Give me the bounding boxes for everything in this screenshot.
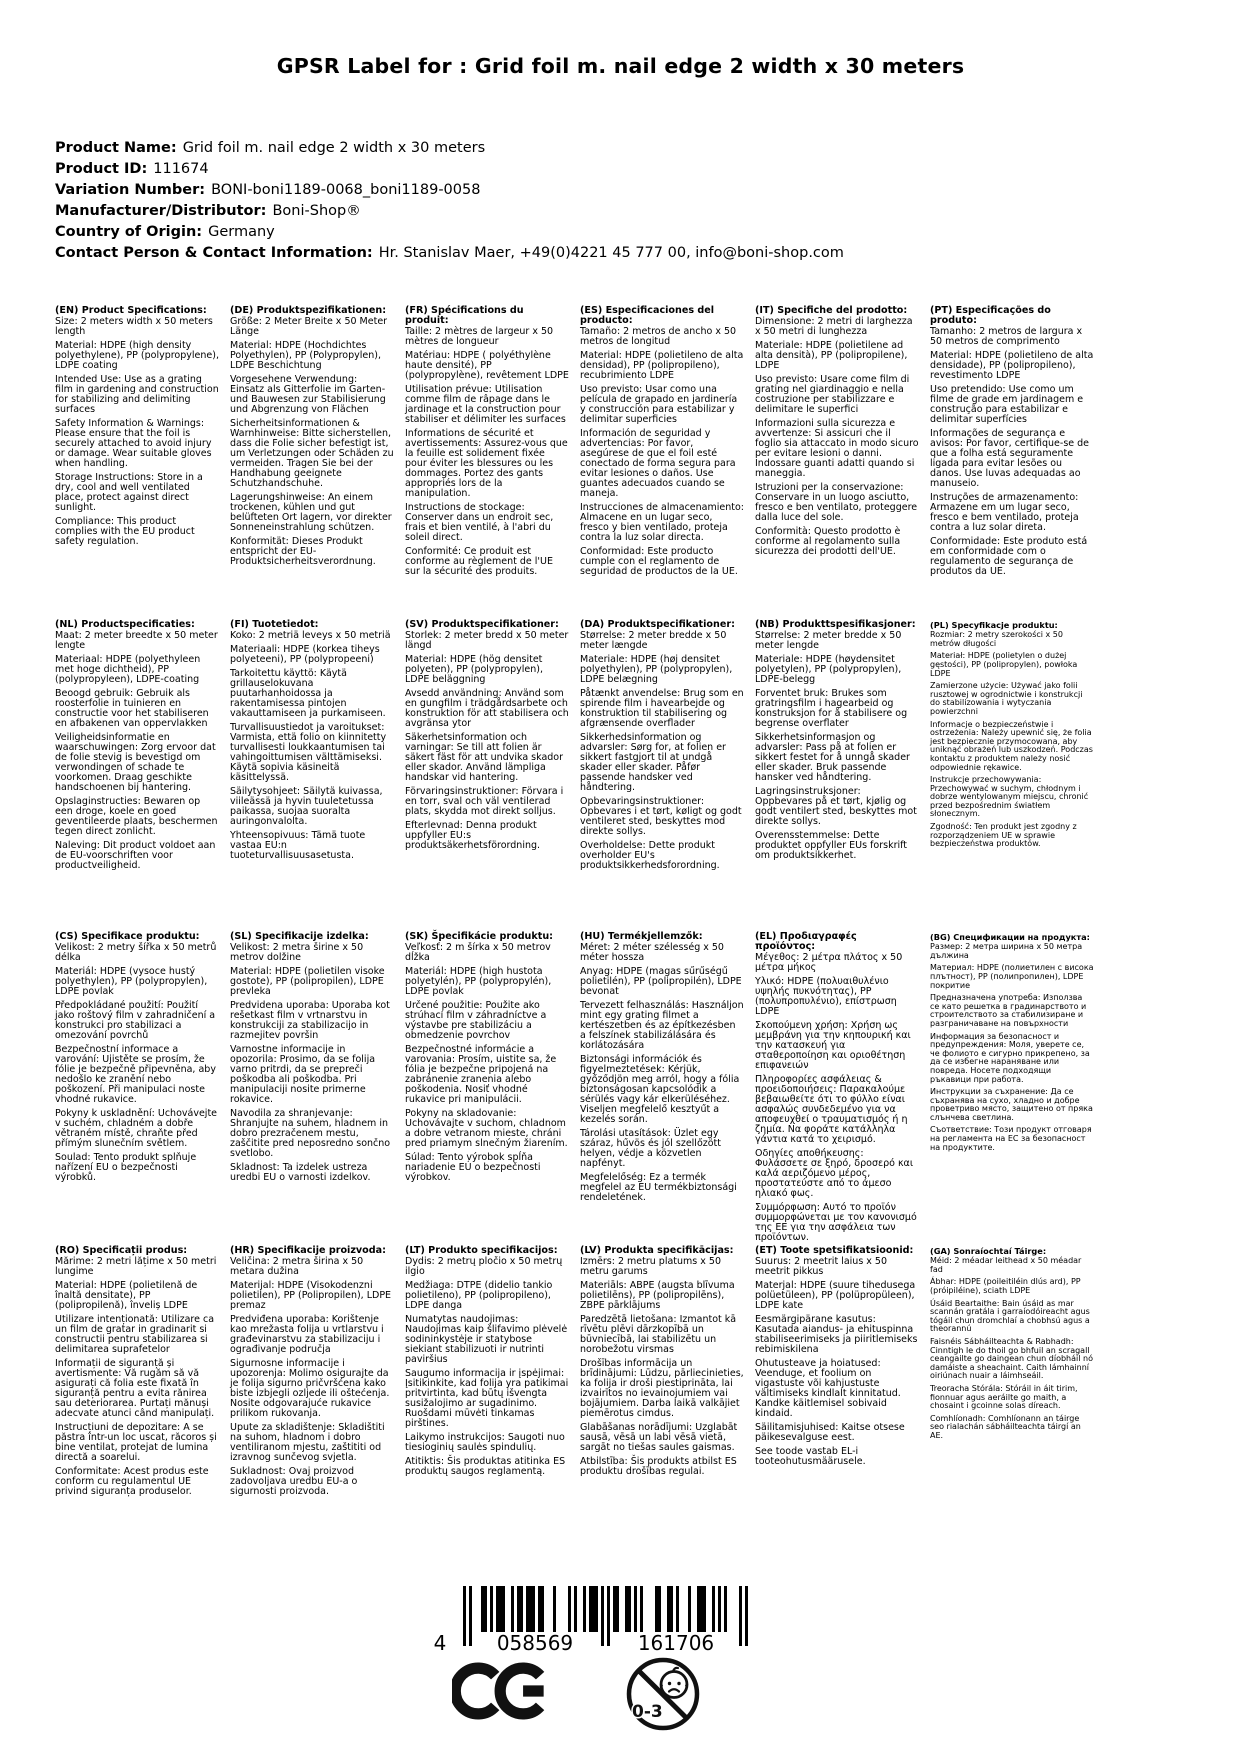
- spec-paragraph: Veiligheidsinformatie en waarschuwingen: Zorg ervoor dat de folie stevig is bevestigd om verwondingen of schade te voorkomen. Draag geschikte handschoenen bij hantering.: [55, 732, 216, 794]
- spec-paragraph: Størrelse: 2 meter bredde x 50 meter længde: [580, 630, 727, 652]
- spec-block-heading: (EN) Product Specifications:: [55, 305, 207, 316]
- spec-block-heading: (LV) Produkta specifikācijas:: [580, 1245, 734, 1256]
- spec-block-fi: [230, 620, 402, 865]
- spec-paragraph: Mărime: 2 metri lățime x 50 metri lungime: [55, 1256, 217, 1278]
- spec-paragraph: Informations de sécurité et avertissements: Assurez-vous que la feuille est solidement fixée pour éviter les blessures ou les dommages. Portez des gants appropriés lors de la manipulation.: [405, 428, 568, 500]
- country-of-origin-label: Country of Origin:: [55, 223, 203, 240]
- barcode-bar: [496, 1586, 499, 1632]
- spec-paragraph: Turvallisuustiedot ja varoitukset: Varmista, että folio on kiinnitetty turvallisesti loukkaantumisen tai vahingoittumisen välttämiseksi. Käytä sopivia käsineitä käsittelyssä.: [230, 722, 387, 784]
- spec-paragraph: Conformidad: Este producto cumple con el reglamento de seguridad de productos de la UE.: [580, 546, 738, 578]
- spec-paragraph: Material: HDPE (hög densitet polyeten), PP (polypropylen), LDPE beläggning: [405, 654, 543, 686]
- spec-paragraph: Material: HDPE (polietileno de alta densidade), PP (polipropileno), revestimento LDPE: [930, 350, 1094, 382]
- barcode-bar: [484, 1586, 487, 1632]
- spec-paragraph: Sigurnosne informacije i upozorenja: Molimo osigurajte da je folija sigurno pričvršćena kako biste izbjegli ozljede ili oštećenja. Nosite odgovarajuće rukavice prilikom rukovanja.: [230, 1358, 390, 1420]
- spec-paragraph: Avsedd användning: Använd som en gungfilm i trädgårdsarbete och konstruktion för att stabilisera och avgränsa ytor: [405, 688, 569, 730]
- spec-paragraph: Veľkosť: 2 m šírka x 50 metrov dĺžka: [405, 942, 551, 964]
- spec-paragraph: Μέγεθος: 2 μέτρα πλάτος x 50 μέτρα μήκος: [755, 952, 903, 974]
- spec-paragraph: Zamierzone użycie: Używać jako folii rusztowej w ogrodnictwie i konstrukcji do stabilizowania i wytyczania powierzchni: [930, 681, 1083, 716]
- spec-block-sv: [405, 620, 577, 855]
- spec-paragraph: Materiāls: ABPE (augsta blīvuma polietilēns), PP (polipropilēns), ZBPE pārklājums: [580, 1280, 735, 1312]
- spec-paragraph: Dimensione: 2 metri di larghezza x 50 metri di lunghezza: [755, 316, 913, 338]
- spec-paragraph: Maat: 2 meter breedte x 50 meter lengte: [55, 630, 218, 652]
- spec-paragraph: Materiál: HDPE (high hustota polyetylén), PP (polypropylén), LDPE povlak: [405, 966, 552, 998]
- spec-paragraph: Säkerhetsinformation och varningar: Se till att folien är säkert fäst för att undvika skador eller skador. Använd lämpliga handskar vid hantering.: [405, 732, 564, 784]
- spec-paragraph: Rozmiar: 2 metry szerokości x 50 metrów długości: [930, 630, 1063, 648]
- spec-paragraph: Material: HDPE (Hochdichtes Polyethylen), PP (Polypropylen), LDPE Beschichtung: [230, 340, 381, 372]
- product-info-row: [55, 222, 844, 243]
- product-info-row: [55, 159, 844, 180]
- barcode-bar: [667, 1586, 670, 1632]
- spec-paragraph: Naleving: Dit product voldoet aan de EU-voorschriften voor productveiligheid.: [55, 840, 216, 872]
- product-name-label: Product Name:: [55, 140, 177, 156]
- spec-paragraph: Materiale: HDPE (høj densitet polyethylen), PP (polypropylen), LDPE belægning: [580, 654, 733, 686]
- barcode-bar: [601, 1586, 604, 1646]
- spec-paragraph: Izmērs: 2 metru platums x 50 metru garums: [580, 1256, 721, 1278]
- spec-paragraph: Lagerungshinweise: An einem trockenen, kühlen und gut belüfteten Ort lagern, vor direkter Sonneneinstrahlung schützen.: [230, 492, 392, 534]
- barcode-bar: [595, 1586, 598, 1632]
- spec-paragraph: Material: HDPE (polietilenă de înaltă densitate), PP (polipropilenă), înveliș LDPE: [55, 1280, 198, 1312]
- barcode-bar: [469, 1586, 472, 1646]
- spec-paragraph: See toode vastab EL-i tooteohutusmäärusele.: [755, 1446, 866, 1468]
- spec-block-heading: (SV) Produktspecifikationer:: [405, 619, 559, 630]
- spec-paragraph: Предназначена употреба: Използва се като решетка в градинарството и строителството за стабилизиране и разграничаване на повърхности: [930, 993, 1087, 1028]
- spec-paragraph: Инструкции за съхранение: Да се съхранява на сухо, хладно и добре проветриво място, защитено от пряка слънчева светлина.: [930, 1087, 1093, 1122]
- spec-paragraph: Beoogd gebruik: Gebruik als roosterfolie in tuinieren en constructie voor het stabiliseren en afbakenen van oppervlakken: [55, 688, 209, 730]
- barcode-bar: [655, 1586, 658, 1632]
- spec-paragraph: Σκοπούμενη χρήση: Χρήση ως μεμβράνη για την κηπουρική και την κατασκευή για σταθεροποίηση και οριοθέτηση επιφανειών: [755, 1020, 911, 1072]
- spec-block-ga: [930, 1246, 1102, 1444]
- spec-paragraph: Forventet bruk: Brukes som gratringsfilm i hagearbeid og konstruksjon for å stabilisere og begrense overflater: [755, 688, 908, 730]
- baby-face-icon: [661, 1672, 687, 1698]
- spec-paragraph: Predviđena uporaba: Korištenje kao mrežasta folija u vrtlarstvu i građevinarstvu za stabilizaciju i ograđivanje područja: [230, 1314, 384, 1356]
- spec-paragraph: Opbevaringsinstruktioner: Opbevares i et tørt, køligt og godt ventileret sted, beskyttes mod direkte sollys.: [580, 796, 742, 838]
- spec-paragraph: Materiál: HDPE (vysoce hustý polyethylen), PP (polypropylen), LDPE povlak: [55, 966, 208, 998]
- spec-block-heading: (IT) Specifiche del prodotto:: [755, 305, 908, 316]
- barcode-bar: [616, 1586, 619, 1632]
- spec-paragraph: Storlek: 2 meter bredd x 50 meter längd: [405, 630, 569, 652]
- barcode-digit-first: 4: [433, 1631, 447, 1655]
- spec-paragraph: Lagringsinstruksjoner: Oppbevares på et tørt, kjølig og godt ventilert sted, beskyttes mot direkte sollys.: [755, 786, 917, 828]
- barcode-bar: [490, 1586, 493, 1632]
- spec-paragraph: Материал: HDPE (полиетилен с висока плътност), PP (полипропилен), LDPE покритие: [930, 963, 1094, 990]
- spec-paragraph: Opslaginstructies: Bewaren op een droge, koele en goed geventileerde plaats, beschermen tegen direct zonlicht.: [55, 796, 218, 838]
- barcode-bar: [640, 1586, 643, 1632]
- spec-paragraph: Méret: 2 méter szélesség x 50 méter hossza: [580, 942, 724, 964]
- spec-block-heading: (FR) Spécifications du produit:: [405, 305, 524, 327]
- spec-paragraph: Utilizare intenționată: Utilizare ca un film de gratar in gradinarit si constructii pentru stabilizarea si delimitarea suprafetelor: [55, 1314, 215, 1356]
- spec-paragraph: Materjal: HDPE (suure tihedusega polüetüleen), PP (polüpropüleen), LDPE kate: [755, 1280, 916, 1312]
- spec-block-cs: [55, 932, 227, 1187]
- barcode-bar: [538, 1586, 541, 1632]
- barcode-bar: [526, 1586, 529, 1632]
- barcode-bar: [529, 1586, 532, 1632]
- spec-paragraph: Συμμόρφωση: Αυτό το προϊόν συμμορφώνεται με τον κανονισμό της ΕΕ για την ασφάλεια των προϊόντων.: [755, 1202, 917, 1244]
- barcode-bar: [520, 1586, 523, 1632]
- barcode-bar: [463, 1586, 466, 1646]
- spec-paragraph: Taille: 2 mètres de largeur x 50 mètres de longueur: [405, 326, 554, 348]
- spec-paragraph: Utilisation prévue: Utilisation comme film de râpage dans le jardinage et la construction pour stabiliser et délimiter les surfaces: [405, 384, 566, 426]
- spec-block-el: [755, 932, 927, 1247]
- spec-paragraph: Medžiaga: DTPE (didelio tankio polietileno), PP (polipropileno), LDPE danga: [405, 1280, 553, 1312]
- spec-block-heading: (SK) Špecifikácie produktu:: [405, 931, 554, 942]
- spec-paragraph: Comhlíonadh: Comhlíonann an táirge seo rialachán sábháilteachta táirgí an AE.: [930, 1413, 1081, 1440]
- spec-paragraph: Yhteensopivuus: Tämä tuote vastaa EU:n tuoteturvallisuusasetusta.: [230, 830, 366, 862]
- spec-paragraph: Instrukcje przechowywania: Przechowywać w suchym, chłodnym i dobrze wentylowanym miejscu, chronić przed bezpośrednim światłem słonecznym.: [930, 775, 1089, 819]
- contact-value: Hr. Stanislav Maer, +49(0)4221 45 777 00, info@boni-shop.com: [378, 244, 844, 261]
- spec-block-heading: (DE) Produktspezifikationen:: [230, 305, 387, 316]
- barcode-bar: [625, 1586, 628, 1632]
- variation-number-label: Variation Number:: [55, 181, 206, 198]
- spec-paragraph: Pokyny na skladovanie: Uchovávajte v suchom, chladnom a dobre vetranom mieste, chráni pred priamym slnečným žiarením.: [405, 1108, 568, 1150]
- product-info-row: [55, 180, 844, 201]
- spec-paragraph: Sukladnost: Ovaj proizvod zadovoljava uredbu EU-a o sigurnosti proizvoda.: [230, 1466, 358, 1498]
- spec-paragraph: Material: HDPE (polietilen visoke gostote), PP (polipropilen), LDPE prevleka: [230, 966, 385, 998]
- spec-paragraph: Zgodność: Ten produkt jest zgodny z rozporządzeniem UE w sprawie bezpieczeństwa produktów.: [930, 822, 1077, 849]
- spec-paragraph: Instrucțiuni de depozitare: A se păstra într-un loc uscat, răcoros și bine ventilat, protejat de lumina directă a soarelui.: [55, 1422, 217, 1464]
- spec-paragraph: Sikkerhedsinformation og advarsler: Sørg for, at folien er sikkert fastgjort til at undgå skader eller skader. Påfør passende handsker ved håndtering.: [580, 732, 726, 794]
- spec-block-hu: [580, 932, 752, 1207]
- spec-paragraph: Informacje o bezpieczeństwie i ostrzeżenia: Należy upewnić się, że folia jest bezpiecznie przymocowana, aby uniknąć obrażeń lub uszkodzeń. Podczas kontaktu z produktem należy nosić odpowiednie rękawice.: [930, 719, 1093, 772]
- spec-paragraph: Οδηγίες αποθήκευσης: Φυλάσσετε σε ξηρό, δροσερό και καλά αεριζόμενο μέρος, προστατεύστε από το άμεσο ηλιακό φως.: [755, 1148, 914, 1200]
- variation-number-value: BONI-boni1189-0068_boni1189-0058: [211, 181, 481, 198]
- spec-paragraph: Soulad: Tento produkt splňuje nařízení EU o bezpečnosti výrobků.: [55, 1152, 197, 1184]
- barcode-bar: [511, 1586, 514, 1632]
- barcode-bar: [703, 1586, 706, 1632]
- spec-paragraph: Sicherheitsinformationen & Warnhinweise: Bitte sicherstellen, dass die Folie sicher befestigt ist, um Verletzungen oder Schäden zu vermeiden. Tragen Sie bei der Handhabung geeignete Schutzhandschuhe.: [230, 418, 394, 490]
- spec-paragraph: Méid: 2 méadar leithead x 50 méadar fad: [930, 1256, 1082, 1274]
- product-id-label: Product ID:: [55, 160, 148, 177]
- spec-paragraph: Navodila za shranjevanje: Shranjujte na suhem, hladnem in dobro prezračenem mestu, zaščitite pred neposredno sončno svetlobo.: [230, 1108, 391, 1160]
- spec-block-et: [755, 1246, 927, 1471]
- spec-paragraph: Material: HDPE (high density polyethylene), PP (polypropylene), LDPE coating: [55, 340, 219, 372]
- spec-block-heading: (RO) Specificații produs:: [55, 1245, 188, 1256]
- product-info: [55, 138, 844, 263]
- barcode-bar: [499, 1586, 502, 1632]
- spec-block-pl: [930, 620, 1102, 853]
- spec-paragraph: Tamanho: 2 metros de largura x 50 metros de comprimento: [930, 326, 1083, 348]
- spec-paragraph: Velikost: 2 metra širine x 50 metrov dolžine: [230, 942, 364, 964]
- spec-paragraph: Información de seguridad y advertencias: Por favor, asegúrese de que el foil esté conectado de forma segura para evitar lesiones o daños. Use guantes adecuados cuando se maneja.: [580, 428, 736, 500]
- barcode-bar: [589, 1586, 592, 1632]
- barcode-bar: [502, 1586, 505, 1632]
- spec-block-heading: (PL) Specyfikacje produktu:: [930, 620, 1058, 630]
- spec-block-heading: (CS) Specifikace produktu:: [55, 931, 200, 942]
- spec-paragraph: Paredzētā lietošana: Izmantot kā rīvētu plēvi dārzkopībā un būvniecībā, lai stabilizētu un norobežotu virsmas: [580, 1314, 737, 1356]
- spec-block-fr: [405, 306, 577, 581]
- spec-block-pt: [930, 306, 1102, 581]
- spec-paragraph: Intended Use: Use as a grating film in gardening and construction for stabilizing and delimiting surfaces: [55, 374, 219, 416]
- barcode-bar: [592, 1586, 595, 1632]
- product-info-row: [55, 138, 844, 159]
- spec-paragraph: Treoracha Stórála: Stóráil in áit tirim, fionnuar agus aeráilte go maith, a chosaint i gcoinne solas díreach.: [930, 1383, 1078, 1411]
- barcode-digits-right: 161706: [637, 1631, 715, 1655]
- spec-paragraph: Velikost: 2 metry šířka x 50 metrů délka: [55, 942, 217, 964]
- spec-block-heading: (PT) Especificações do produto:: [930, 305, 1051, 327]
- spec-block-ro: [55, 1246, 227, 1501]
- spec-block-es: [580, 306, 752, 581]
- spec-paragraph: Uso previsto: Usare come film di grating nel giardinaggio e nella costruzione per stabilizzare e delimitare le superfici: [755, 374, 910, 416]
- barcode-bar: [724, 1586, 727, 1632]
- spec-paragraph: Určené použitie: Použite ako strúhací film v záhradníctve a výstavbe pre stabilizáciu a obmedzenie povrchov: [405, 1000, 547, 1042]
- spec-paragraph: Anyag: HDPE (magas sűrűségű polietilén), PP (polipropilén), LDPE bevonat: [580, 966, 742, 998]
- product-info-row: [55, 243, 844, 264]
- spec-block-heading: (LT) Produkto specifikacijos:: [405, 1245, 558, 1256]
- spec-paragraph: Påtænkt anvendelse: Brug som en spirende film i havearbejde og konstruktion til stabilisering og afgrænsende overflader: [580, 688, 744, 730]
- spec-block-sl: [230, 932, 402, 1187]
- spec-block-nl: [55, 620, 227, 875]
- barcode-bar: [745, 1586, 748, 1646]
- spec-paragraph: Ohutusteave ja hoiatused: Veenduge, et foolium on vigastuste või kahjustuste vältimiseks kindlalt kinnitatud. Kandke käitlemisel sobivaid kindaid.: [755, 1358, 901, 1420]
- spec-paragraph: Předpokládané použití: Použití jako roštový film v zahradničení a konstrukci pro stabilizaci a omezování povrchů: [55, 1000, 216, 1042]
- spec-paragraph: Materiale: HDPE (høydensitet polyetylen), PP (polypropylen), LDPE-belegg: [755, 654, 902, 686]
- spec-paragraph: Faisnéis Sábháilteachta & Rabhadh: Cinntigh le do thoil go bhfuil an scragall ceangailte go daingean chun díobháil nó damáiste a sheachaint. Caith lámhainní oiriúnach nuair a láimhseáil.: [930, 1336, 1093, 1381]
- barcode-bar: [658, 1586, 661, 1632]
- spec-paragraph: Instrucciones de almacenamiento: Almacene en un lugar seco, fresco y bien ventilado, proteja contra la luz solar directa.: [580, 502, 744, 544]
- spec-paragraph: Glabāšanas norādījumi: Uzglabāt sausā, vēsā un labi vēsā vietā, sargāt no tiešas saules gaismas.: [580, 1422, 738, 1454]
- spec-paragraph: Dydis: 2 metrų pločio x 50 metrų ilgio: [405, 1256, 563, 1278]
- spec-block-heading: (EL) Προδιαγραφές προϊόντος:: [755, 931, 857, 953]
- barcode-bar: [700, 1586, 703, 1632]
- spec-paragraph: Varnostne informacije in opozorila: Prosimo, da se folija varno pritrdi, da se prepreči poškodba ali poškodba. Pri manipulaciji nosite primerne rokavice.: [230, 1044, 376, 1106]
- spec-block-da: [580, 620, 752, 875]
- barcode-bar: [628, 1586, 631, 1632]
- page-title: GPSR Label for : Grid foil m. nail edge 2 width x 30 meters: [276, 54, 965, 78]
- spec-paragraph: Säilytysohjeet: Säilytä kuivassa, viileässä ja hyvin tuuletetussa paikassa, suojaa suoralta auringonvalolta.: [230, 786, 383, 828]
- spec-paragraph: Compliance: This product complies with the EU product safety regulation.: [55, 516, 195, 548]
- spec-block-heading: (NB) Produkttspesifikasjoner:: [755, 619, 916, 630]
- product-name-value: Grid foil m. nail edge 2 width x 30 meters: [182, 140, 486, 156]
- barcode-bar: [676, 1586, 679, 1632]
- spec-paragraph: Drošības informācija un brīdinājumi: Lūdzu, pārliecinieties, ka folija ir droši piestiprināta, lai izvairītos no ievainojumiem vai bojājumiem. Darba laikā valkājiet piemērotus cimdus.: [580, 1358, 744, 1420]
- spec-paragraph: Matériau: HDPE ( polyéthylène haute densité), PP (polypropylène), revêtement LDPE: [405, 350, 569, 382]
- spec-paragraph: Istruzioni per la conservazione: Conservare in un luogo asciutto, fresco e ben ventilato, proteggere dalla luce del sole.: [755, 482, 918, 524]
- manufacturer-value: Boni-Shop®: [272, 202, 361, 219]
- spec-paragraph: Atbilstība: Šis produkts atbilst ES produktu drošības regulai.: [580, 1456, 737, 1478]
- age-restriction-icon: [624, 1655, 702, 1733]
- spec-paragraph: Förvaringsinstruktioner: Förvara i en torr, sval och väl ventilerad plats, skydda mot direkt solljus.: [405, 786, 564, 818]
- spec-paragraph: Konformität: Dieses Produkt entspricht der EU-Produktsicherheitsverordnung.: [230, 536, 376, 568]
- spec-paragraph: Informații de siguranță și avertismente: Vă rugăm să vă asigurați că folia este fixată în siguranță pentru a evita rănirea sau deteriorarea. Purtați mănuși adecvate atunci când manipulați.: [55, 1358, 215, 1420]
- spec-paragraph: Overholdelse: Dette produkt overholder EU's produktsikkerhedsforordning.: [580, 840, 720, 872]
- spec-paragraph: Saugumo informacija ir įspėjimai: Įsitikinkite, kad folija yra patikimai pritvirtinta, kad būtų išvengta susižalojimo ar sugadinimo. Ruošdami mūvėti tinkamas pirštines.: [405, 1368, 569, 1430]
- spec-block-heading: (FI) Tuotetiedot:: [230, 619, 319, 630]
- spec-grid-row-2: [55, 620, 1102, 875]
- spec-paragraph: Säilitamisjuhised: Kaitse otsese päikesevalguse eest.: [755, 1422, 905, 1444]
- spec-paragraph: Sikkerhetsinformasjon og advarsler: Pass på at folien er sikkert festet for å unngå skader eller skader. Bruk passende hansker ved håndtering.: [755, 732, 910, 784]
- spec-paragraph: Skladnost: Ta izdelek ustreza uredbi EU o varnosti izdelkov.: [230, 1162, 371, 1184]
- spec-paragraph: Informações de segurança e avisos: Por favor, certifique-se de que a folha está seguramente ligada para evitar lesões ou danos. Use luvas adequadas ao manuseio.: [930, 428, 1090, 490]
- spec-paragraph: Storage Instructions: Store in a dry, cool and well ventilated place, protect against direct sunlight.: [55, 472, 203, 514]
- spec-block-heading: (ET) Toote spetsifikatsioonid:: [755, 1245, 914, 1256]
- spec-block-sk: [405, 932, 577, 1187]
- spec-block-en: [55, 306, 227, 551]
- spec-paragraph: Съответствие: Този продукт отговаря на регламента на ЕС за безопасност на продуктите.: [930, 1125, 1092, 1152]
- spec-paragraph: Efterlevnad: Denna produkt uppfyller EU:s produktsäkerhetsförordning.: [405, 820, 541, 852]
- spec-paragraph: Größe: 2 Meter Breite x 50 Meter Länge: [230, 316, 388, 338]
- spec-block-hr: [230, 1246, 402, 1501]
- spec-paragraph: Conformidade: Este produto está em conformidade com o regulamento de segurança de produtos da UE.: [930, 536, 1088, 578]
- spec-block-it: [755, 306, 927, 561]
- ean13-barcode: [420, 1586, 752, 1656]
- barcode-bar: [532, 1586, 535, 1632]
- spec-paragraph: Numatytas naudojimas: Naudojimas kaip šlifavimo plėvelė sodininkystėje ir statybose siekiant stabilizuoti ir nutrinti paviršius: [405, 1314, 568, 1366]
- spec-paragraph: Uso previsto: Usar como una película de grapado en jardinería y construcción para estabilizar y delimitar superficies: [580, 384, 738, 426]
- spec-block-heading: (SL) Specifikacije izdelka:: [230, 931, 369, 942]
- spec-paragraph: Størrelse: 2 meter bredde x 50 meter lengde: [755, 630, 902, 652]
- spec-paragraph: Πληροφορίες ασφάλειας & προειδοποιήσεις: Παρακαλούμε βεβαιωθείτε ότι το φύλλο είναι ασφαλώς συνδεδεμένο για να αποφευχθεί ο τραυματισμός ή η ζημία. Να φοράτε κατάλληλα γάντια κατά το χειρισμό.: [755, 1074, 908, 1146]
- spec-paragraph: Υλικό: HDPE (πολυαιθυλένιο υψηλής πυκνότητας), PP (πολυπροπυλένιο), επίστρωση LDPE: [755, 976, 897, 1018]
- barcode-digits-left: 058569: [496, 1631, 574, 1655]
- spec-paragraph: Tárolási utasítások: Üzlet egy száraz, hűvös és jól szellőzött helyen, védje a közvetlen napfényt.: [580, 1128, 722, 1170]
- spec-paragraph: Eesmärgipärane kasutus: Kasutada aiandus- ja ehituspinna stabiliseerimiseks ja piiritlemiseks rebimiskilena: [755, 1314, 918, 1356]
- barcode-bar: [481, 1586, 484, 1632]
- spec-paragraph: Materiaali: HDPE (korkea tiheys polyeteeni), PP (polypropeeni): [230, 644, 380, 666]
- spec-paragraph: Instructions de stockage: Conserver dans un endroit sec, frais et bien ventilé, à l'abri du soleil direct.: [405, 502, 554, 544]
- barcode-bar: [568, 1586, 571, 1632]
- spec-grid-row-3: [55, 932, 1102, 1247]
- spec-block-lt: [405, 1246, 577, 1481]
- spec-block-heading: (DA) Produktspecifikationer:: [580, 619, 735, 630]
- spec-paragraph: Upute za skladištenje: Skladištiti na suhom, hladnom i dobro ventiliranom mjestu, zaštititi od izravnog sunčevog svjetla.: [230, 1422, 385, 1464]
- spec-paragraph: Úsáid Beartaithe: Bain úsáid as mar scannán gratála i garraíodóireacht agus tógáil chun dromchlaí a chobhsú agus a theorannú: [930, 1298, 1090, 1334]
- spec-block-heading: (NL) Productspecificaties:: [55, 619, 195, 630]
- spec-paragraph: Информация за безопасност и предупреждения: Моля, уверете се, че фолиото е сигурно прикрепено, за да се избегне нараняване или повреда. Носете подходящи ръкавици при работа.: [930, 1031, 1090, 1084]
- spec-paragraph: Laikymo instrukcijos: Saugoti nuo tiesioginių saulės spindulių.: [405, 1432, 565, 1454]
- barcode-bar: [670, 1586, 673, 1632]
- spec-paragraph: Instruções de armazenamento: Armazene em um lugar seco, fresco e bem ventilado, proteja contra a luz solar direta.: [930, 492, 1079, 534]
- spec-paragraph: Veličina: 2 metra širina x 50 metara dužina: [230, 1256, 364, 1278]
- spec-paragraph: Conformitate: Acest produs este conform cu regulamentul UE privind siguranța produselor.: [55, 1466, 209, 1498]
- spec-block-heading: (ES) Especificaciones del producto:: [580, 305, 715, 327]
- spec-block-heading: (BG) Спецификации на продукта:: [930, 932, 1090, 942]
- spec-paragraph: Tervezett felhasználás: Használjon mint egy grating filmet a kertészetben és az építkezésben a felszínek stabilizálására és korlátozására: [580, 1000, 744, 1052]
- contact-label: Contact Person & Contact Information:: [55, 244, 373, 261]
- spec-paragraph: Overensstemmelse: Dette produktet oppfyller EUs forskrift om produktsikkerhet.: [755, 830, 908, 862]
- age-restriction-label: 0-3: [632, 1702, 663, 1722]
- spec-paragraph: Materiał: HDPE (polietylen o dużej gęstości), PP (polipropylen), powłoka LDPE: [930, 651, 1078, 678]
- spec-paragraph: Súlad: Tento výrobok spĺňa nariadenie EÚ o bezpečnosti výrobkov.: [405, 1152, 541, 1184]
- spec-paragraph: Pokyny k uskladnění: Uchovávejte v suchém, chladném a dobře větraném místě, chraňte před přímým slunečním světlem.: [55, 1108, 218, 1150]
- barcode-bar: [712, 1586, 715, 1632]
- spec-paragraph: Predvidena uporaba: Uporaba kot rešetkast film v vrtnarstvu in konstrukciji za stabilizacijo in razmejitev površin: [230, 1000, 390, 1042]
- spec-paragraph: Uso pretendido: Use como um filme de grade em jardinagem e construção para estabilizar e delimitar superfícies: [930, 384, 1084, 426]
- barcode-bar: [688, 1586, 691, 1632]
- spec-paragraph: Material: HDPE (polietileno de alta densidad), PP (polipropileno), recubrimiento LDPE: [580, 350, 744, 382]
- spec-paragraph: Informazioni sulla sicurezza e avvertenze: Si assicuri che il foglio sia attaccato in modo sicuro per evitare lesioni o danni. Indossare guanti adatti quando si maneggia.: [755, 418, 919, 480]
- manufacturer-label: Manufacturer/Distributor:: [55, 202, 267, 219]
- spec-paragraph: Bezpečnostné informácie a varovania: Prosím, uistite sa, že fólia je bezpečne pripojená na zabránenie zranenia alebo poškodenia. Nosiť vhodné rukavice pri manipulácii.: [405, 1044, 557, 1106]
- product-id-value: 111674: [153, 160, 209, 177]
- spec-block-de: [230, 306, 402, 571]
- spec-paragraph: Bezpečnostní informace a varování: Ujistěte se prosím, že fólie je bezpečně připevněna, aby nedošlo ke zranění nebo poškození. Při manipulaci noste vhodné rukavice.: [55, 1044, 216, 1106]
- spec-paragraph: Biztonsági információk és figyelmeztetések: Kérjük, győződjön meg arról, hogy a fólia biztonságosan kapcsolódik a sérülés vagy kár elkerüléséhez. Viseljen megfelelő kesztyűt a kezelés során.: [580, 1054, 740, 1126]
- spec-block-bg: [930, 932, 1102, 1156]
- barcode-bar: [553, 1586, 556, 1632]
- barcode-bar: [739, 1586, 742, 1646]
- spec-paragraph: Materiaal: HDPE (polyethyleen met hoge dichtheid), PP (polypropyleen), LDPE-coating: [55, 654, 201, 686]
- product-info-row: [55, 201, 844, 222]
- spec-paragraph: Tarkoitettu käyttö: Käytä grillauselokuvana puutarhanhoidossa ja rakentamisessa pintojen vakauttamiseen ja purkamiseen.: [230, 668, 386, 720]
- spec-block-heading: (HR) Specifikacije proizvoda:: [230, 1245, 386, 1256]
- barcode-bar: [607, 1586, 610, 1646]
- spec-grid-row-1: [55, 306, 1102, 581]
- barcode-bar: [634, 1586, 637, 1632]
- country-of-origin-value: Germany: [208, 223, 275, 240]
- spec-paragraph: Ábhar: HDPE (poileitiléin dlús ard), PP (próipiléine), sciath LDPE: [930, 1277, 1081, 1295]
- spec-grid-row-4: [55, 1246, 1102, 1501]
- barcode-bar: [697, 1586, 700, 1632]
- spec-block-heading: (GA) Sonraíochtaí Táirge:: [930, 1246, 1047, 1256]
- spec-paragraph: Size: 2 meters width x 50 meters length: [55, 316, 213, 338]
- spec-block-nb: [755, 620, 927, 865]
- ce-mark-icon: [452, 1661, 553, 1721]
- spec-block-lv: [580, 1246, 752, 1481]
- spec-paragraph: Safety Information & Warnings: Please ensure that the foil is securely attached to avoid injury or damage. Wear suitable gloves when handling.: [55, 418, 212, 470]
- barcode-bar: [718, 1586, 721, 1632]
- spec-paragraph: Materiale: HDPE (polietilene ad alta densità), PP (polipropilene), LDPE: [755, 340, 908, 372]
- spec-paragraph: Conformità: Questo prodotto è conforme al regolamento sulla sicurezza dei prodotti dell'UE.: [755, 526, 901, 558]
- spec-paragraph: Suurus: 2 meetrit laius x 50 meetrit pikkus: [755, 1256, 888, 1278]
- spec-paragraph: Conformité: Ce produit est conforme au règlement de l'UE sur la sécurité des produits.: [405, 546, 553, 578]
- spec-paragraph: Размер: 2 метра ширина x 50 метра дължина: [930, 942, 1083, 960]
- barcode-bar: [583, 1586, 586, 1632]
- barcode-bar: [574, 1586, 577, 1632]
- barcode-bar: [613, 1586, 616, 1632]
- barcode-bar: [541, 1586, 544, 1632]
- spec-paragraph: Atitiktis: Šis produktas atitinka ES produktų saugos reglamentą.: [405, 1456, 566, 1478]
- spec-paragraph: Koko: 2 metriä leveys x 50 metriä: [230, 630, 391, 642]
- spec-block-heading: (HU) Termékjellemzők:: [580, 931, 703, 942]
- spec-paragraph: Materijal: HDPE (Visokodenzni polietilen), PP (Polipropilen), LDPE premaz: [230, 1280, 392, 1312]
- barcode-bar: [517, 1586, 520, 1632]
- spec-paragraph: Tamaño: 2 metros de ancho x 50 metros de longitud: [580, 326, 737, 348]
- spec-paragraph: Megfelelőség: Ez a termék megfelel az EU termékbiztonsági rendeletének.: [580, 1172, 737, 1204]
- spec-paragraph: Vorgesehene Verwendung: Einsatz als Gitterfolie im Garten- und Bauwesen zur Stabilisierung und Abgrenzung von Flächen: [230, 374, 386, 416]
